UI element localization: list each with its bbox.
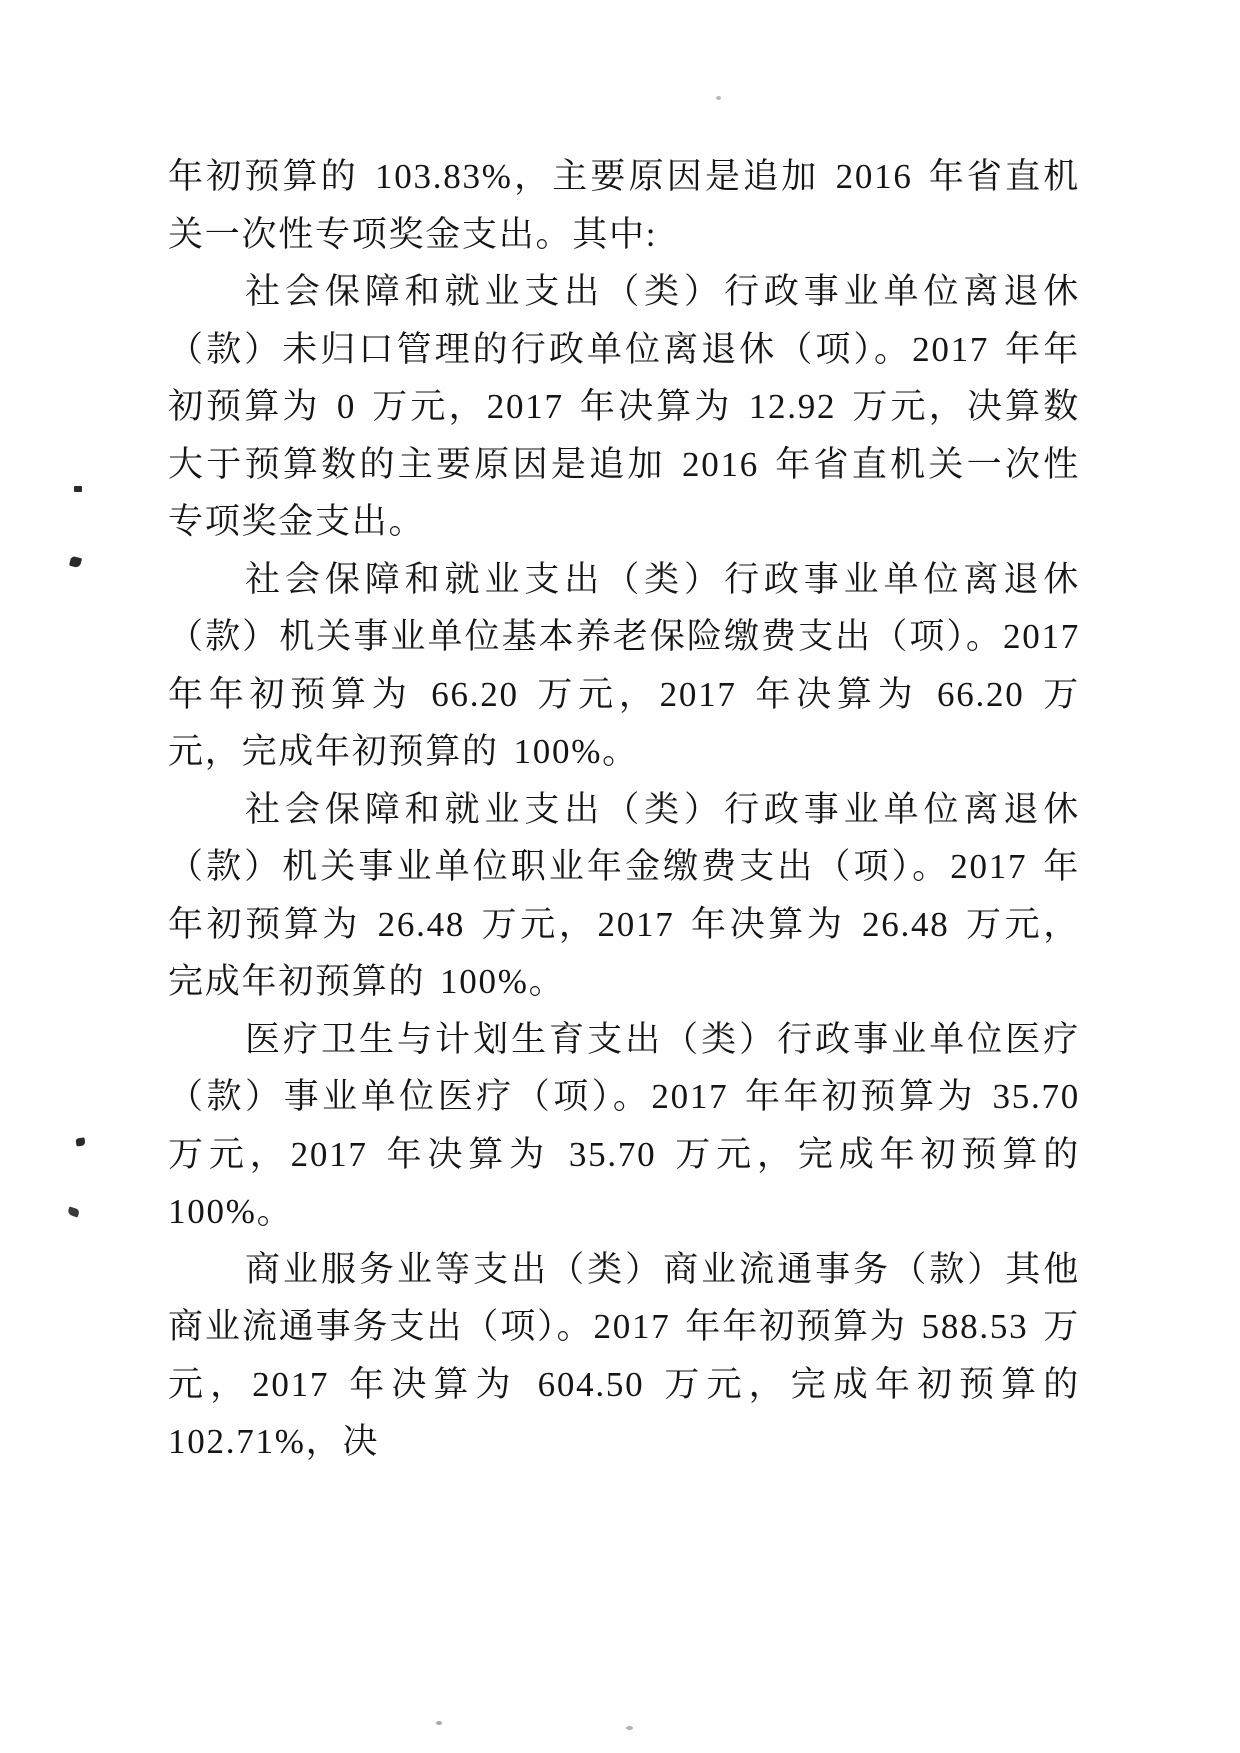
scan-artifact xyxy=(69,556,82,568)
scan-artifact xyxy=(74,486,82,492)
paragraph: 社会保障和就业支出（类）行政事业单位离退休（款）未归口管理的行政单位离退休（项）。2017 年年初预算为 0 万元，2017 年决算为 12.92 万元，决算数大于预算数的主要原因是追加 2016 年省直机关一次性专项奖金支出。 xyxy=(168,272,1080,541)
paragraph: 商业服务业等支出（类）商业流通事务（款）其他商业流通事务支出（项）。2017 年年初预算为 588.53 万元，2017 年决算为 604.50 万元，完成年初预算的 102.71%，决 xyxy=(168,1249,1080,1461)
paragraph: 医疗卫生与计划生育支出（类）行政事业单位医疗（款）事业单位医疗（项）。2017 年年初预算为 35.70 万元，2017 年决算为 35.70 万元，完成年初预算的 100%。 xyxy=(168,1019,1080,1231)
paragraph: 社会保障和就业支出（类）行政事业单位离退休（款）机关事业单位职业年金缴费支出（项）。2017 年年初预算为 26.48 万元，2017 年决算为 26.48 万元，完成年初预算的 100%。 xyxy=(168,789,1080,1001)
scan-artifact xyxy=(716,96,721,100)
paragraph: 社会保障和就业支出（类）行政事业单位离退休（款）机关事业单位基本养老保险缴费支出（项）。2017 年年初预算为 66.20 万元，2017 年决算为 66.20 万元，完成年初预算的 100%。 xyxy=(168,559,1080,771)
scan-artifact xyxy=(436,1721,442,1725)
scan-artifact xyxy=(626,1726,633,1730)
document-body xyxy=(168,148,1080,1471)
scan-artifact xyxy=(67,1206,80,1217)
scan-artifact xyxy=(75,1137,85,1146)
paragraph: 年初预算的 103.83%，主要原因是追加 2016 年省直机关一次性专项奖金支出。其中: xyxy=(168,157,1080,254)
